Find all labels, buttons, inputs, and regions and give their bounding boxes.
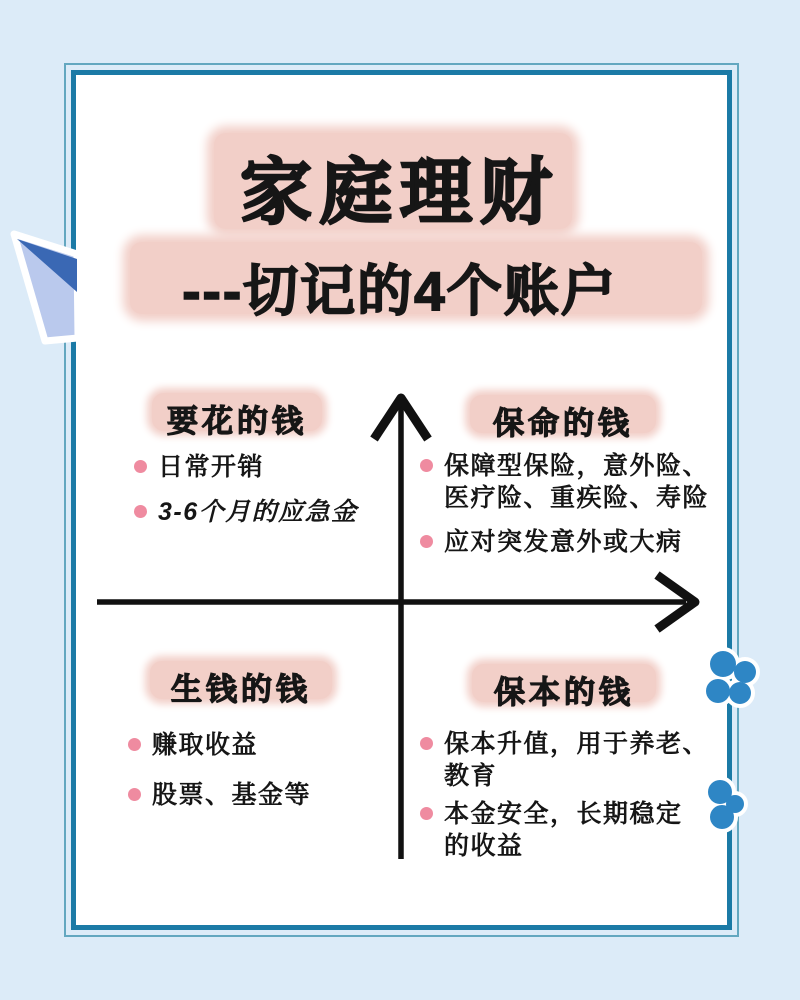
list-item-line: 赚取收益: [152, 731, 259, 759]
bullet-dot-icon: [134, 460, 147, 473]
bullet-dot-icon: [420, 737, 433, 750]
list-item-line: 保本升值，用于养老、: [444, 730, 710, 758]
list-item-line: 教育: [444, 762, 498, 790]
bullet-dot-icon: [128, 788, 141, 801]
list-item-line: 本金安全，长期稳定: [444, 800, 683, 828]
list-item: [420, 526, 683, 558]
list-item: [128, 729, 258, 761]
list-item: [134, 496, 358, 528]
bullet-dot-icon: [420, 535, 433, 548]
list-item: [420, 728, 709, 792]
list-item-line: 医疗险、重疾险、寿险: [444, 484, 710, 512]
bullet-dot-icon: [134, 505, 147, 518]
list-item: [420, 798, 683, 862]
list-item: [420, 450, 709, 514]
quadrant-title: 要花的钱: [167, 404, 307, 439]
bullet-dot-icon: [420, 807, 433, 820]
list-item-line: 的收益: [444, 832, 524, 860]
quadrant-title: 保命的钱: [493, 406, 633, 441]
quadrant-title: 保本的钱: [494, 675, 634, 710]
list-item-line: 股票、基金等: [152, 781, 312, 809]
main-title: 家庭理财: [239, 153, 560, 233]
bullet-dot-icon: [128, 738, 141, 751]
list-item-line: 保障型保险，意外险、: [444, 452, 710, 480]
list-item-line: 3-6个月的应急金: [158, 498, 358, 526]
list-item-line: 应对突发意外或大病: [444, 528, 683, 556]
list-item-line: 日常开销: [158, 453, 265, 481]
list-item: [128, 779, 311, 811]
subtitle: ---切记的4个账户: [182, 260, 618, 322]
quadrant-title: 生钱的钱: [171, 672, 311, 707]
list-item: [134, 451, 264, 483]
bullet-dot-icon: [420, 459, 433, 472]
